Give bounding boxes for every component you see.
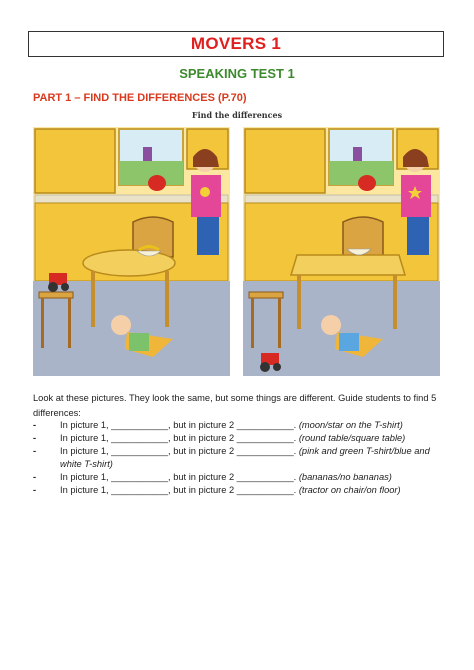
item-text: In picture 1, ___________, but in picture 2 ___________. <box>60 420 299 430</box>
item-text: In picture 1, ___________, but in picture 2 ___________. <box>60 446 299 456</box>
title-box <box>28 31 444 57</box>
list-item <box>33 471 453 484</box>
page-subtitle: SPEAKING TEST 1 <box>179 66 295 81</box>
bullet-dash: - <box>33 472 37 482</box>
list-item <box>33 445 453 471</box>
list-item <box>33 484 453 497</box>
item-hint: (round table/square table) <box>298 433 406 443</box>
bullet-dash: - <box>33 446 37 456</box>
picture-2 <box>243 127 440 376</box>
item-hint: (bananas/no bananas) <box>298 472 392 482</box>
list-item <box>33 432 453 445</box>
item-text: In picture 1, ___________, but in picture 2 ___________. <box>60 433 299 443</box>
item-text: In picture 1, ___________, but in picture 2 ___________. <box>60 485 299 495</box>
page-title: MOVERS 1 <box>190 34 282 53</box>
bullet-dash: - <box>33 420 37 430</box>
bullet-dash: - <box>33 433 37 443</box>
item-hint: (tractor on chair/on floor) <box>298 485 401 495</box>
item-hint: (moon/star on the T-shirt) <box>298 420 403 430</box>
part-heading: PART 1 – FIND THE DIFFERENCES (P.70) <box>33 92 247 104</box>
item-text: In picture 1, ___________, but in picture 2 ___________. <box>60 472 299 482</box>
instructions-text: Look at these pictures. They look the same, but some things are different. Guide students to find 5 differences: <box>33 393 437 418</box>
list-item <box>33 419 453 432</box>
picture-1 <box>33 127 230 376</box>
bullet-dash: - <box>33 485 37 495</box>
worksheet-caption: Find the differences <box>191 110 283 120</box>
differences-list <box>33 419 453 497</box>
item-hint: (pink and green T-shirt/blue and white T-shirt) <box>60 446 430 469</box>
